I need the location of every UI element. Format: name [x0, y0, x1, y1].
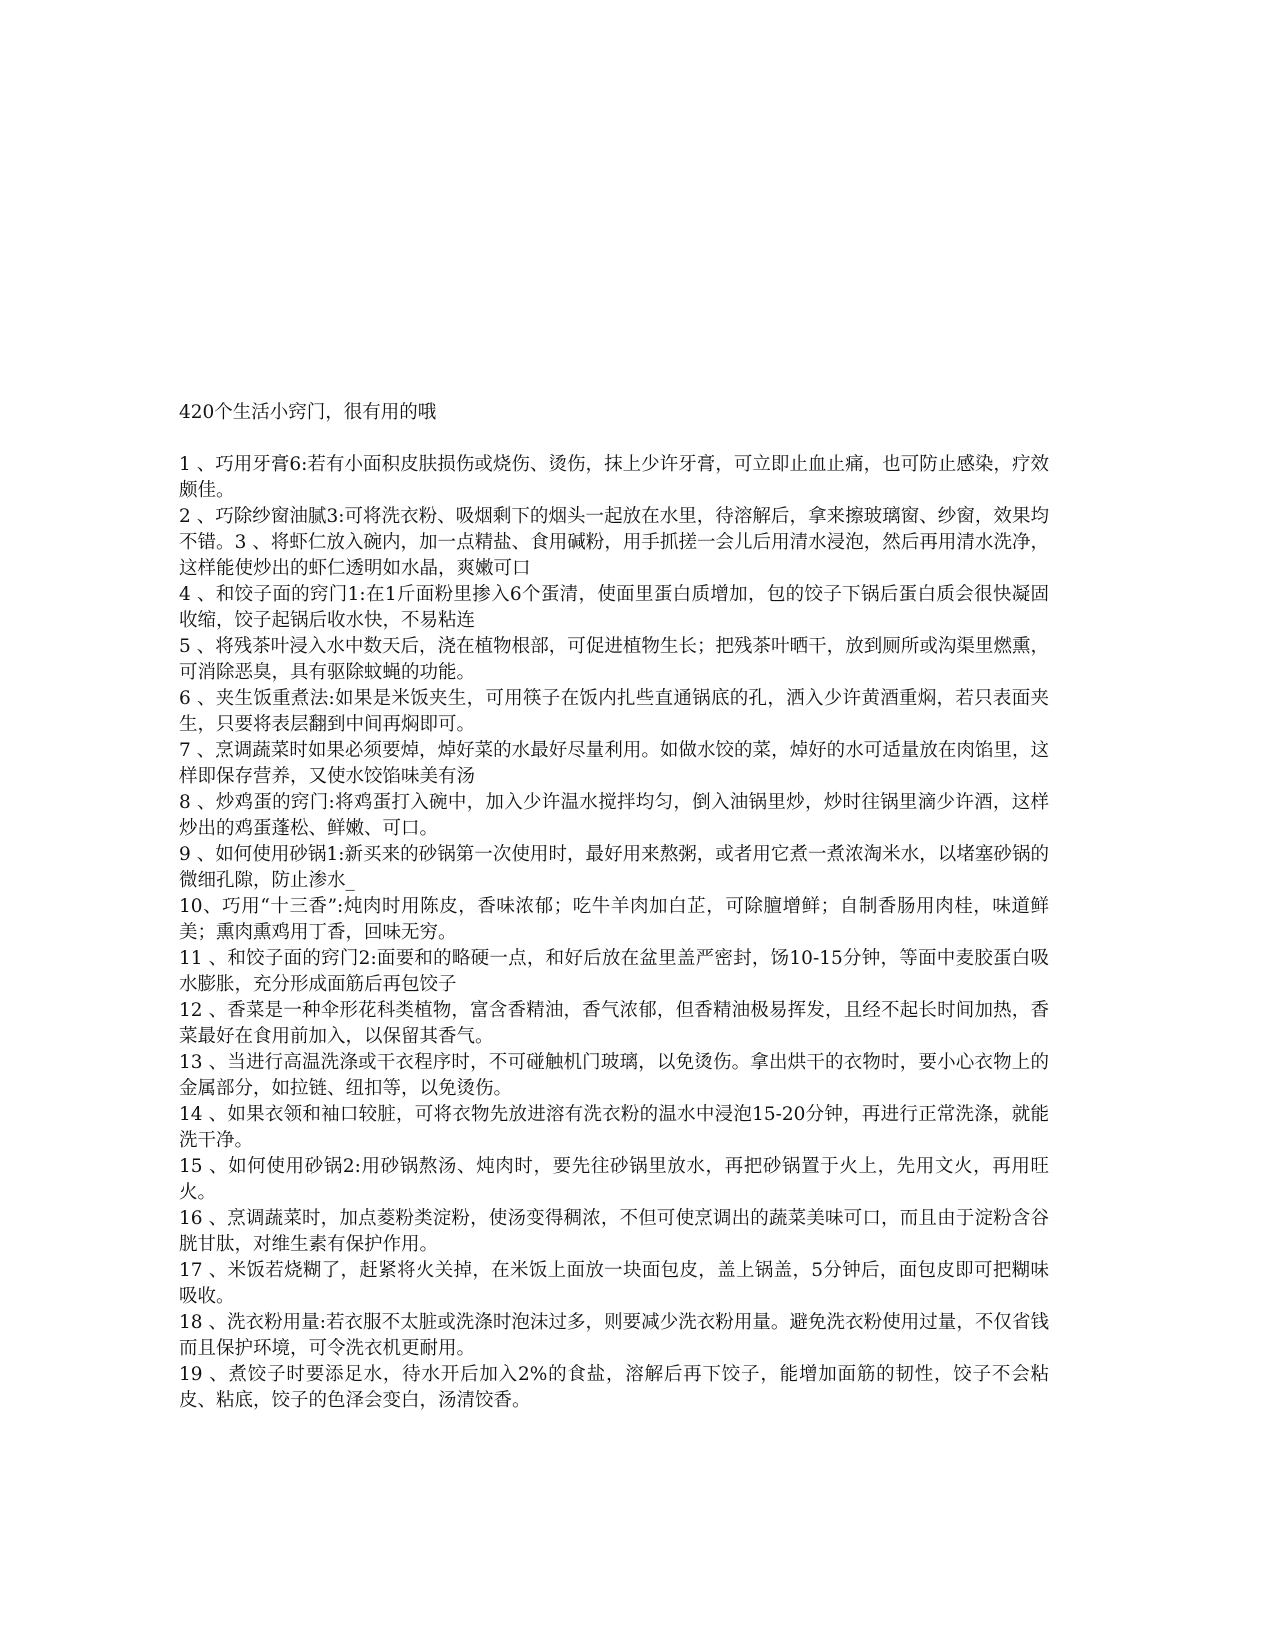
document-body [179, 400, 1049, 1414]
tip-paragraph: 5 、将残茶叶浸入水中数天后，浇在植物根部，可促进植物生长；把残茶叶晒干，放到厕所或沟渠里燃熏，可消除恶臭，具有驱除蚊蝇的功能。 [179, 636, 1049, 683]
tip-paragraph: 12 、香菜是一种伞形花科类植物，富含香精油，香气浓郁，但香精油极易挥发，且经不起长时间加热，香菜最好在食用前加入，以保留其香气。 [179, 1000, 1049, 1047]
tip-paragraph: 10、巧用“十三香”:炖肉时用陈皮，香味浓郁；吃牛羊肉加白芷，可除膻增鲜；自制香肠用肉桂，味道鲜美；熏肉熏鸡用丁香，回味无穷。 [179, 896, 1049, 943]
tip-paragraph: 11 、和饺子面的窍门2:面要和的略硬一点，和好后放在盆里盖严密封，饧10-15分钟，等面中麦胶蛋白吸水膨胀，充分形成面筋后再包饺子 [179, 948, 1049, 995]
tip-paragraph: 13 、当进行高温洗涤或干衣程序时，不可碰触机门玻璃，以免烫伤。拿出烘干的衣物时，要小心衣物上的金属部分，如拉链、纽扣等，以免烫伤。 [179, 1052, 1049, 1099]
tip-paragraph: 18 、洗衣粉用量:若衣服不太脏或洗涤时泡沫过多，则要减少洗衣粉用量。避免洗衣粉使用过量，不仅省钱而且保护环境，可令洗衣机更耐用。 [179, 1312, 1049, 1359]
tip-paragraph: 7 、烹调蔬菜时如果必须要焯，焯好菜的水最好尽量利用。如做水饺的菜，焯好的水可适量放在肉馅里，这样即保存营养，又使水饺馅味美有汤 [179, 740, 1049, 787]
tip-paragraph: 17 、米饭若烧糊了，赶紧将火关掉，在米饭上面放一块面包皮，盖上锅盖，5分钟后，面包皮即可把糊味吸收。 [179, 1260, 1049, 1307]
tip-paragraph: 14 、如果衣领和袖口较脏，可将衣物先放进溶有洗衣粉的温水中浸泡15-20分钟，再进行正常洗涤，就能洗干净。 [179, 1104, 1049, 1151]
tip-paragraph: 9 、如何使用砂锅1:新买来的砂锅第一次使用时，最好用来熬粥，或者用它煮一煮浓淘米水，以堵塞砂锅的微细孔隙，防止渗水_ [179, 844, 1049, 891]
tip-paragraph: 16 、烹调蔬菜时，加点菱粉类淀粉，使汤变得稠浓，不但可使烹调出的蔬菜美味可口，而且由于淀粉含谷胱甘肽，对维生素有保护作用。 [179, 1208, 1049, 1255]
tip-paragraph: 8 、炒鸡蛋的窍门:将鸡蛋打入碗中，加入少许温水搅拌均匀，倒入油锅里炒，炒时往锅里滴少许酒，这样炒出的鸡蛋蓬松、鲜嫩、可口。 [179, 792, 1049, 839]
tip-paragraph: 2 、巧除纱窗油腻3:可将洗衣粉、吸烟剩下的烟头一起放在水里，待溶解后，拿来擦玻璃窗、纱窗，效果均不错。3 、将虾仁放入碗内，加一点精盐、食用碱粉，用手抓搓一会儿后用清水浸泡，然后再用清水洗净，这样能使炒出的虾仁透明如水晶，爽嫩可口 [179, 506, 1049, 579]
tip-paragraph: 19 、煮饺子时要添足水，待水开后加入2%的食盐，溶解后再下饺子，能增加面筋的韧性，饺子不会粘皮、粘底，饺子的色泽会变白，汤清饺香。 [179, 1364, 1049, 1411]
tip-paragraph: 1 、巧用牙膏6:若有小面积皮肤损伤或烧伤、烫伤，抹上少许牙膏，可立即止血止痛，也可防止感染，疗效颇佳。 [179, 454, 1049, 501]
tip-paragraph: 15 、如何使用砂锅2:用砂锅熬汤、炖肉时，要先往砂锅里放水，再把砂锅置于火上，先用文火，再用旺火。 [179, 1156, 1049, 1203]
tip-paragraph: 4 、和饺子面的窍门1:在1斤面粉里掺入6个蛋清，使面里蛋白质增加，包的饺子下锅后蛋白质会很快凝固收缩，饺子起锅后收水快，不易粘连 [179, 584, 1049, 631]
document-title: 420个生活小窍门，很有用的哦 [179, 402, 437, 423]
tip-paragraph: 6 、夹生饭重煮法:如果是米饭夹生，可用筷子在饭内扎些直通锅底的孔，洒入少许黄酒重焖，若只表面夹生，只要将表层翻到中间再焖即可。 [179, 688, 1049, 735]
